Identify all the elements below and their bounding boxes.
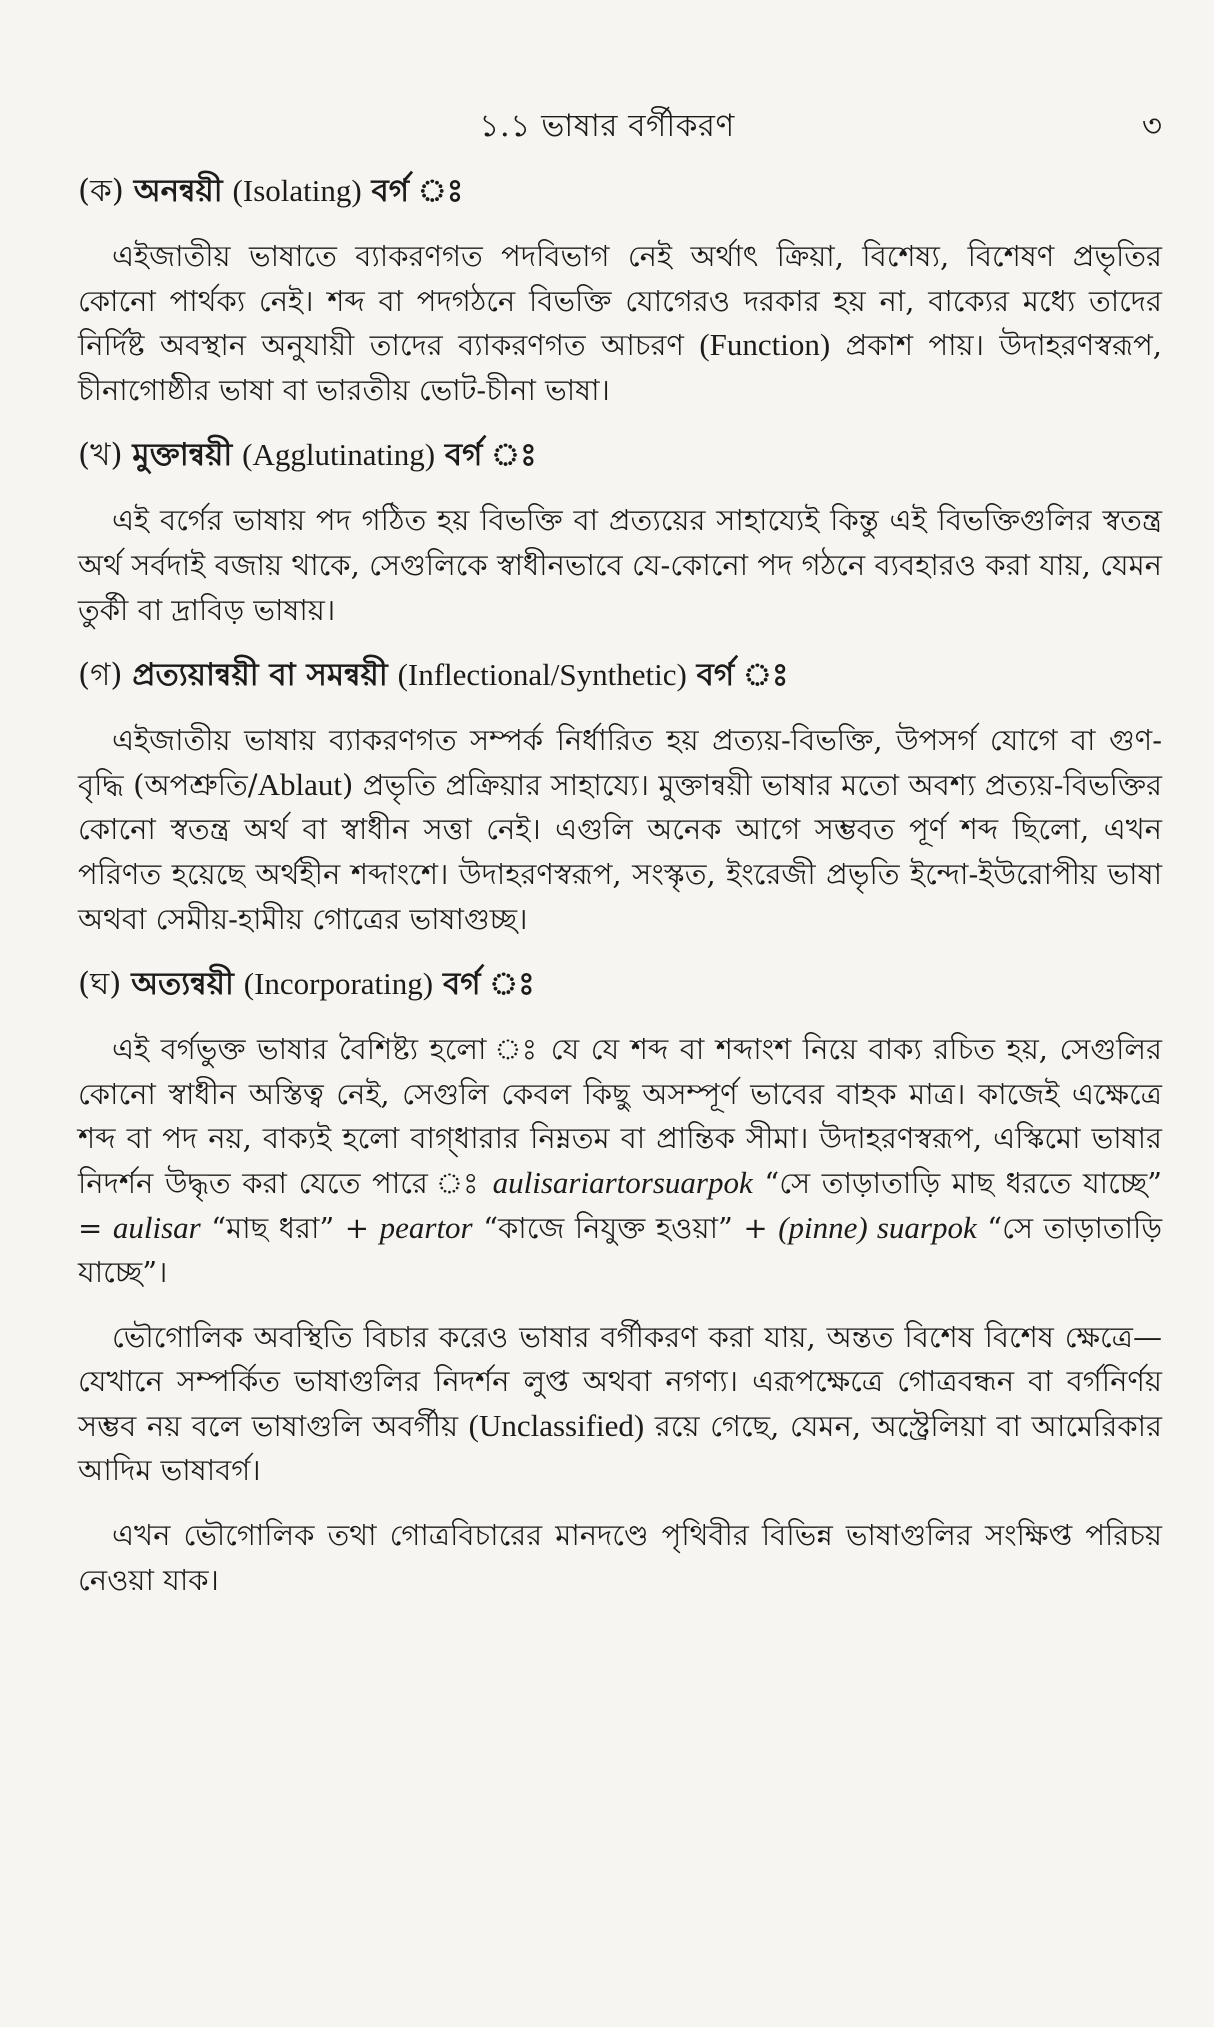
body-text: প্রকাশ পায়। উদাহরণস্বরূপ, চীনাগোষ্ঠীর ভাষা বা ভারতীয় ভোট-চীনা ভাষা। (78, 328, 1163, 407)
section-isolating (78, 168, 1162, 412)
example-gloss: “কাজে নিযুক্ত হওয়া” + (483, 1210, 768, 1245)
example-gloss: “সে তাড়াতাড়ি মাছ ধরতে যাচ্ছে” = (78, 1165, 1163, 1245)
example-word: peartor (379, 1209, 473, 1245)
section-body (78, 718, 1162, 941)
section-marker: (খ) (78, 437, 123, 474)
example-word: (pinne) suarpok (778, 1209, 977, 1245)
example-gloss: “মাছ ধরা” + (211, 1210, 370, 1245)
section-body (78, 234, 1162, 412)
section-heading (78, 961, 1162, 1007)
section-latin-term: (Agglutinating) (242, 437, 436, 473)
section-body: এই বর্গের ভাষায় পদ গঠিত হয় বিভক্তি বা প্রত্যয়ের সাহায্যেই কিন্তু এই বিভক্তিগুলির স্বতন্ত্র অর্থ সর্বদাই বজায় থাকে, সেগুলিকে স্বাধীনভাবে যে-কোনো পদ গঠনে ব্যবহারও করা যায়, যেমন তুর্কী বা দ্রাবিড় ভাষায়। (78, 503, 1162, 627)
body-text: ) প্রভৃতি প্রক্রিয়ার সাহায্যে। মুক্তান্বয়ী ভাষার মতো অবশ্য প্রত্যয়-বিভক্তির কোনো স্বতন্ত্র অর্থ বা স্বাধীন সত্তা নেই। এগুলি অনেক আগে সম্ভবত পূর্ণ শব্দ ছিলো, এখন পরিণত হয়েছে অর্থহীন শব্দাংশে। উদাহরণস্বরূপ, সংস্কৃত, ইংরেজী প্রভৃতি ইন্দো-ইউরোপীয় ভাষা অথবা সেমীয়-হামীয় গোত্রের ভাষাগুচ্ছ। (78, 767, 1163, 936)
section-body (78, 1027, 1162, 1295)
section-heading (78, 168, 1162, 214)
page-number: ৩ (1141, 108, 1162, 144)
section-latin-term: (Incorporating) (243, 966, 434, 1002)
body-text: এই বর্গভুক্ত ভাষার বৈশিষ্ট্য হলো ঃ যে যে শব্দ বা শব্দাংশ নিয়ে বাক্য রচিত হয়, সেগুলির কোনো স্বাধীন অস্তিত্ব নেই, সেগুলি কেবল কিছু অসম্পূর্ণ ভাবের বাহক মাত্র। কাজেই এক্ষেত্রে শব্দ বা পদ নয়, বাক্যই হলো বাগ্‌ধারার নিম্নতম বা প্রান্তিক সীমা। উদাহরণস্বরূপ, এস্কিমো ভাষার নিদর্শন উদ্ধৃত করা যেতে পারে ঃ (78, 1032, 1162, 1200)
example-word: aulisar (112, 1209, 201, 1245)
closing-paragraph: এখন ভৌগোলিক তথা গোত্রবিচারের মানদণ্ডে পৃথিবীর বিভিন্ন ভাষাগুলির সংক্ষিপ্ত পরিচয় নেওয়া যাক। (78, 1518, 1162, 1597)
closing-paragraph (78, 1315, 1162, 1493)
section-inflectional (78, 652, 1162, 941)
running-title: ১.১ ভাষার বর্গীকরণ (479, 108, 735, 144)
section-marker: (ক) (78, 173, 124, 209)
example-word: aulisariartorsuarpok (492, 1164, 753, 1200)
body-latin-term: (Function) (699, 327, 831, 363)
section-agglutinating (78, 432, 1162, 632)
section-term: প্রত্যয়ান্বয়ী বা সমন্বয়ী (132, 657, 388, 694)
section-heading (78, 432, 1162, 478)
section-heading (78, 652, 1162, 698)
page-content (78, 168, 1162, 1622)
section-kind: বর্গ ঃ (442, 966, 535, 1003)
section-kind: বর্গ ঃ (371, 173, 464, 209)
body-latin-term: Ablaut (257, 766, 342, 802)
section-kind: বর্গ ঃ (696, 657, 789, 694)
example-gloss: “সে তাড়াতাড়ি যাচ্ছে”। (78, 1210, 1163, 1290)
body-text: এইজাতীয় ভাষায় ব্যাকরণগত সম্পর্ক নির্ধারিত হয় প্রত্যয়-বিভক্তি, উপসর্গ যোগে বা গুণ-বৃদ্ধি (অপশ্রুতি/ (78, 723, 1162, 802)
section-marker: (গ) (78, 657, 123, 694)
section-latin-term: (Inflectional/Synthetic) (397, 657, 687, 693)
section-term: অত্যন্বয়ী (131, 966, 234, 1003)
body-latin-term: (Unclassified) (468, 1407, 645, 1443)
section-term: অনন্বয়ী (133, 173, 223, 209)
section-kind: বর্গ ঃ (444, 437, 537, 474)
section-latin-term: (Isolating) (232, 173, 362, 208)
section-incorporating (78, 961, 1162, 1295)
body-text: রয়ে গেছে, যেমন, অস্ট্রেলিয়া বা আমেরিকার আদিম ভাষাবর্গ। (78, 1408, 1162, 1488)
section-marker: (ঘ) (78, 966, 122, 1003)
section-term: মুক্তান্বয়ী (132, 437, 233, 474)
body-text: ভৌগোলিক অবস্থিতি বিচার করেও ভাষার বর্গীকরণ করা যায়, অন্তত বিশেষ বিশেষ ক্ষেত্রে—যেখানে সম্পর্কিত ভাষাগুলির নিদর্শন লুপ্ত অথবা নগণ্য। এরূপক্ষেত্রে গোত্রবন্ধন বা বর্গনির্ণয় সম্ভব নয় বলে ভাষাগুলি অবর্গীয় (78, 1319, 1162, 1443)
body-text: এইজাতীয় ভাষাতে ব্যাকরণগত পদবিভাগ নেই অর্থাৎ ক্রিয়া, বিশেষ্য, বিশেষণ প্রভৃতির কোনো পার্থক্য নেই। শব্দ বা পদগঠনে বিভক্তি যোগেরও দরকার হয় না, বাক্যের মধ্যে তাদের নির্দিষ্ট অবস্থান অনুযায়ী তাদের ব্যাকরণগত আচরণ (78, 239, 1162, 363)
